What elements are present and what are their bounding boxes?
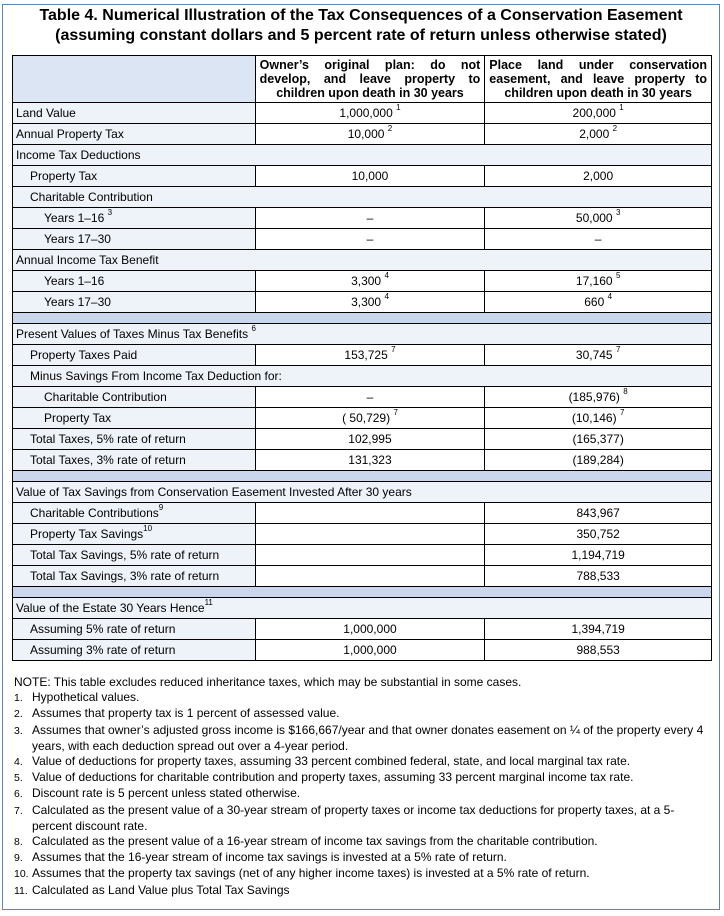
cell-easement: 843,967 — [485, 503, 712, 524]
table-row — [13, 429, 712, 450]
separator-band — [13, 313, 712, 324]
cell-original: 153,725 $^7$ — [255, 345, 485, 366]
footnote-ref: 6 — [251, 324, 256, 333]
table-row — [13, 387, 712, 408]
footnote-item: 11. Calculated as Land Value plus Total Tax Savings — [14, 882, 290, 897]
row-label: Assuming 5% rate of return — [13, 619, 256, 640]
table-row — [13, 619, 712, 640]
cell-easement: 200,000 $^1$ — [485, 103, 712, 124]
table-row — [13, 503, 712, 524]
footnote-ref: 4 — [607, 292, 613, 301]
row-label: Total Tax Savings, 5% rate of return — [13, 545, 256, 566]
table-row — [13, 103, 712, 124]
footnote-item: 10. Assumes that the property tax savings (net of any higher income taxes) is invested at a 5% rate of return. — [14, 866, 590, 881]
title-line-1: Table 4. Numerical Illustration of the Tax Consequences of a Conservation Easement — [39, 7, 683, 24]
section-label: Value of the Estate 30 Years Hence$^{11}$ — [13, 598, 712, 619]
row-label: Annual Property Tax — [13, 124, 256, 145]
footnote-item: 1. Hypothetical values. — [14, 690, 140, 705]
separator-band — [13, 471, 712, 482]
cell-easement: 660 $^4$ — [485, 292, 712, 313]
cell-original: – — [255, 387, 485, 408]
footnote-item: 4. Value of deductions for property taxes, assuming 33 percent combined federal, state, and local marginal tax rate. — [14, 754, 631, 769]
cell-easement: 1,394,719 — [485, 619, 712, 640]
column-header-easement: Place land under conservation easement, and leave property to children upon death in 30 years — [485, 56, 712, 103]
row-label: Property Tax Savings$^{10}$ — [13, 524, 256, 545]
cell-original: 10,000 — [255, 166, 485, 187]
cell-original: 3,300 $^4$ — [255, 292, 485, 313]
footnote-ref: 4 — [384, 292, 389, 301]
row-label: Charitable Contribution — [13, 387, 256, 408]
header-row — [13, 56, 712, 103]
separator-band — [13, 587, 712, 598]
table-row — [13, 640, 712, 661]
footnote-item: 2. Assumes that property tax is 1 percent of assessed value. — [14, 706, 340, 721]
row-label: Assuming 3% rate of return — [13, 640, 256, 661]
table-row — [13, 166, 712, 187]
table-row — [13, 566, 712, 587]
footnote-ref: 7 — [391, 345, 396, 354]
table-row — [13, 524, 712, 545]
section-label: Minus Savings From Income Tax Deduction for: — [13, 366, 712, 387]
cell-original — [255, 566, 485, 587]
footnote-item: 8. Calculated as the present value of a 16-year stream of income tax savings from the charitable contribution. — [14, 834, 598, 849]
row-label: Land Value — [13, 103, 256, 124]
row-label: Total Taxes, 5% rate of return — [13, 429, 256, 450]
footnote-ref: 2 — [612, 124, 618, 133]
table-row — [13, 292, 712, 313]
footnote-ref: 3 — [615, 208, 621, 217]
cell-easement: 988,553 — [485, 640, 712, 661]
table-row — [13, 271, 712, 292]
cell-easement: 17,160 $^5$ — [485, 271, 712, 292]
cell-easement: 788,533 — [485, 566, 712, 587]
row-label: Property Tax — [13, 408, 256, 429]
cell-easement: 1,194,719 — [485, 545, 712, 566]
cell-original: 131,323 — [255, 450, 485, 471]
row-label: Charitable Contributions$^9$ — [13, 503, 256, 524]
footnote-ref: 7 — [615, 345, 621, 354]
table-row — [13, 598, 712, 619]
cell-easement: (189,284) — [485, 450, 712, 471]
footnote-ref: 9 — [158, 503, 164, 512]
cell-original: – — [255, 208, 485, 229]
footnote-ref: 4 — [384, 271, 389, 280]
footnote-item: 7. Calculated as the present value of a 30-year stream of property taxes or income tax deductions for property taxes, at a 5-percent discount rate. — [14, 802, 675, 833]
section-label: Annual Income Tax Benefit — [13, 250, 712, 271]
footnote-item: 9. Assumes that the 16-year stream of income tax savings is invested at a 5% rate of return. — [14, 850, 507, 865]
row-label: Years 17–30 — [13, 229, 256, 250]
footnote-ref: 10 — [143, 524, 153, 533]
tax-table — [12, 55, 712, 661]
footnote-ref: 11 — [204, 598, 213, 607]
section-label: Present Values of Taxes Minus Tax Benefits $^6$ — [13, 324, 712, 345]
footnote-ref: 1 — [396, 103, 401, 112]
row-label: Total Tax Savings, 3% rate of return — [13, 566, 256, 587]
cell-easement: (185,976) $^8$ — [485, 387, 712, 408]
column-header-original-plan: Owner’s original plan: do not develop, and leave property to children upon death in 30 years — [255, 56, 485, 103]
cell-original: – — [255, 229, 485, 250]
cell-original: 1,000,000 — [255, 619, 485, 640]
cell-original — [255, 524, 485, 545]
cell-easement: 2,000 $^2$ — [485, 124, 712, 145]
cell-original: 1,000,000 $^1$ — [255, 103, 485, 124]
cell-original: 1,000,000 — [255, 640, 485, 661]
cell-original: 3,300 $^4$ — [255, 271, 485, 292]
table-row — [13, 345, 712, 366]
footnote-ref: 5 — [615, 271, 621, 280]
cell-easement: 350,752 — [485, 524, 712, 545]
row-label: Total Taxes, 3% rate of return — [13, 450, 256, 471]
footnote-ref: 2 — [387, 124, 393, 133]
table-title — [4, 6, 718, 46]
section-label: Charitable Contribution — [13, 187, 712, 208]
header-blank-cell — [13, 56, 256, 103]
table-row — [13, 366, 712, 387]
row-label: Property Tax — [13, 166, 256, 187]
cell-easement: 50,000 $^3$ — [485, 208, 712, 229]
title-line-2: (assuming constant dollars and 5 percent rate of return unless otherwise stated) — [55, 27, 667, 44]
table-row — [13, 250, 712, 271]
table-row — [13, 408, 712, 429]
table-row — [13, 324, 712, 345]
table-row — [13, 124, 712, 145]
table-row — [13, 450, 712, 471]
footnote-ref: 3 — [107, 208, 113, 217]
footnote-item: 5. Value of deductions for charitable contribution and property taxes, assuming 33 percent marginal income tax rate. — [14, 770, 634, 785]
cell-easement: (10,146) $^7$ — [485, 408, 712, 429]
footnote-ref: 8 — [623, 387, 628, 396]
footnote-ref: 7 — [393, 408, 398, 417]
footnote-item: 3. Assumes that owner’s adjusted gross income is $166,667/year and that owner donates easement on ¼ of the property every 4 years, with each deduction spread out over a 4-year period. — [14, 722, 704, 753]
cell-original: 102,995 — [255, 429, 485, 450]
table-row — [13, 229, 712, 250]
row-label: Years 1–16 — [13, 271, 256, 292]
table-row — [13, 482, 712, 503]
note-line: NOTE: This table excludes reduced inheritance taxes, which may be substantial in some cases. — [14, 675, 522, 689]
table-row — [13, 208, 712, 229]
cell-original — [255, 503, 485, 524]
row-label: Years 1–16 $^3$ — [13, 208, 256, 229]
section-label: Income Tax Deductions — [13, 145, 712, 166]
footnote-item: 6. Discount rate is 5 percent unless stated otherwise. — [14, 786, 301, 801]
cell-easement: – — [485, 229, 712, 250]
cell-easement: 30,745 $^7$ — [485, 345, 712, 366]
table-row — [13, 187, 712, 208]
table-row — [13, 545, 712, 566]
row-label: Property Taxes Paid — [13, 345, 256, 366]
cell-original — [255, 545, 485, 566]
section-label: Value of Tax Savings from Conservation Easement Invested After 30 years — [13, 482, 712, 503]
cell-original: 10,000 $^2$ — [255, 124, 485, 145]
table-row — [13, 145, 712, 166]
cell-easement: (165,377) — [485, 429, 712, 450]
footnote-ref: 1 — [619, 103, 624, 112]
footnote-list — [14, 690, 710, 899]
footnote-ref: 7 — [619, 408, 625, 417]
row-label: Years 17–30 — [13, 292, 256, 313]
footnotes — [14, 675, 710, 899]
cell-easement: 2,000 — [485, 166, 712, 187]
cell-original: ( 50,729) $^7$ — [255, 408, 485, 429]
